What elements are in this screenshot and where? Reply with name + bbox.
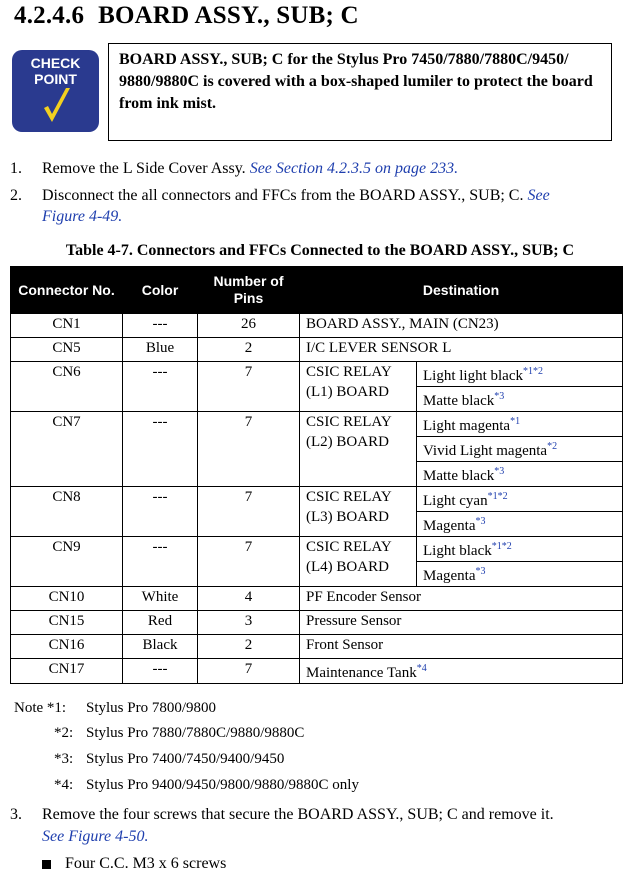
note-mark: *2: [54, 725, 74, 741]
connector-cell: CN7 [11, 412, 123, 487]
point-label: POINT [34, 71, 77, 87]
color-cell: Red [123, 611, 198, 635]
note-3 [14, 749, 284, 769]
check-point-note: BOARD ASSY., SUB; C for the Stylus Pro 7450/7880/7880C/9450/ 9880/9880C is covered with a box-shaped lumiler to protect the board from ink mist. [108, 43, 612, 141]
footnote-ref[interactable]: *3 [475, 566, 486, 577]
step-number: 2. [10, 187, 22, 204]
pins-cell: 7 [198, 659, 300, 684]
color-cell: --- [123, 487, 198, 537]
ink-cell [417, 562, 623, 587]
col-header-color: Color [123, 267, 198, 314]
color-cell: --- [123, 362, 198, 412]
note-mark: *4: [54, 777, 74, 793]
bullet-item [42, 855, 226, 873]
footnote-ref[interactable]: *3 [494, 391, 505, 402]
table-row [11, 659, 623, 684]
table-row [11, 314, 623, 338]
bullet-text: Four C.C. M3 x 6 screws [65, 855, 227, 872]
color-cell: Blue [123, 338, 198, 362]
ink-cell [417, 387, 623, 412]
table-row [11, 635, 623, 659]
ink-cell [417, 362, 623, 387]
connector-cell: CN17 [11, 659, 123, 684]
board-line1: CSIC RELAY [306, 414, 392, 430]
board-line1: CSIC RELAY [306, 489, 392, 505]
note-label [14, 698, 86, 718]
board-cell [300, 487, 417, 537]
note-1 [14, 698, 216, 718]
destination-cell: I/C LEVER SENSOR L [300, 338, 623, 362]
pins-cell: 3 [198, 611, 300, 635]
table-row [11, 487, 623, 512]
ink-name: Light cyan [423, 493, 488, 509]
note-mark: *3: [54, 751, 74, 767]
connector-cell: CN8 [11, 487, 123, 537]
color-cell: White [123, 587, 198, 611]
ink-name: Matte black [423, 393, 495, 409]
footnote-ref[interactable]: *3 [494, 466, 505, 477]
ink-name: Matte black [423, 468, 495, 484]
section-heading [14, 2, 359, 30]
connector-cell: CN1 [11, 314, 123, 338]
step-text: Remove the L Side Cover Assy. [42, 160, 250, 177]
ink-name: Magenta [423, 568, 476, 584]
color-cell: Black [123, 635, 198, 659]
destination-cell: BOARD ASSY., MAIN (CN23) [300, 314, 623, 338]
color-cell: --- [123, 659, 198, 684]
checkmark-icon [42, 86, 72, 126]
destination-cell: PF Encoder Sensor [300, 587, 623, 611]
pins-cell: 26 [198, 314, 300, 338]
board-line2: (L2) BOARD [306, 434, 389, 450]
figure-link[interactable]: See Figure 4-50. [42, 828, 149, 845]
footnote-ref[interactable]: *4 [416, 663, 427, 674]
destination-cell: Front Sensor [300, 635, 623, 659]
ink-name: Light light black [423, 368, 523, 384]
ink-cell [417, 462, 623, 487]
bullet-square-icon [42, 860, 51, 869]
footnote-ref[interactable]: *1*2 [522, 366, 543, 377]
table-caption: Table 4-7. Connectors and FFCs Connected to the BOARD ASSY., SUB; C [65, 242, 575, 259]
table-row [11, 338, 623, 362]
connector-cell: CN15 [11, 611, 123, 635]
table-row [11, 587, 623, 611]
section-number: 4.2.4.6 [14, 2, 85, 29]
figure-link-prefix[interactable]: See [527, 187, 550, 204]
pins-cell: 7 [198, 412, 300, 487]
table-row [11, 362, 623, 387]
connector-cell: CN10 [11, 587, 123, 611]
figure-link[interactable]: Figure 4-49. [42, 208, 123, 225]
step-text: Remove the four screws that secure the BOARD ASSY., SUB; C and remove it. [42, 806, 554, 823]
connector-cell: CN9 [11, 537, 123, 587]
pins-cell: 7 [198, 487, 300, 537]
ink-name: Magenta [423, 518, 476, 534]
connector-cell: CN16 [11, 635, 123, 659]
board-line1: CSIC RELAY [306, 539, 392, 555]
ink-name: Light magenta [423, 418, 511, 434]
destination-text: Maintenance Tank [306, 665, 417, 681]
note-4 [14, 775, 359, 795]
note-text: Stylus Pro 7800/9800 [86, 700, 217, 716]
connector-cell: CN5 [11, 338, 123, 362]
step-number: 1. [10, 160, 22, 177]
pins-cell: 7 [198, 537, 300, 587]
footnote-ref[interactable]: *1 [510, 416, 521, 427]
footnote-ref[interactable]: *2 [547, 441, 558, 452]
table-row [11, 412, 623, 437]
note-mark: *1: [46, 700, 67, 716]
step-text: Disconnect the all connectors and FFCs from the BOARD ASSY., SUB; C. [42, 187, 528, 204]
step-number: 3. [10, 806, 22, 823]
board-line2: (L3) BOARD [306, 509, 389, 525]
color-cell: --- [123, 412, 198, 487]
table-row [11, 537, 623, 562]
note-prefix: Note [14, 700, 44, 716]
note-text: Stylus Pro 7880/7880C/9880/9880C [86, 725, 305, 741]
connector-cell: CN6 [11, 362, 123, 412]
board-line2: (L1) BOARD [306, 384, 389, 400]
color-cell: --- [123, 314, 198, 338]
col-header-connector: Connector No. [11, 267, 123, 314]
ink-name: Light black [423, 543, 492, 559]
table-header-row [11, 267, 623, 314]
pins-cell: 7 [198, 362, 300, 412]
col-header-destination: Destination [300, 267, 623, 314]
ink-cell [417, 487, 623, 512]
table-row [11, 611, 623, 635]
note-text: Stylus Pro 9400/9450/9800/9880/9880C only [86, 777, 359, 793]
board-cell [300, 362, 417, 412]
board-cell [300, 537, 417, 587]
note-text: Stylus Pro 7400/7450/9400/9450 [86, 751, 285, 767]
ink-cell [417, 437, 623, 462]
destination-cell: Pressure Sensor [300, 611, 623, 635]
ink-cell [417, 412, 623, 437]
footnote-ref[interactable]: *1*2 [491, 541, 512, 552]
note-2 [14, 723, 304, 743]
connector-table [10, 266, 623, 684]
col-header-pins: Number of Pins [198, 267, 300, 314]
footnote-ref[interactable]: *1*2 [487, 491, 508, 502]
footnote-ref[interactable]: *3 [475, 516, 486, 527]
destination-cell [300, 659, 623, 684]
pins-cell: 2 [198, 338, 300, 362]
ink-name: Vivid Light magenta [423, 443, 548, 459]
section-link[interactable]: See Section 4.2.3.5 on page 233. [249, 160, 459, 177]
ink-cell [417, 537, 623, 562]
ink-cell [417, 512, 623, 537]
board-cell [300, 412, 417, 487]
board-line1: CSIC RELAY [306, 364, 392, 380]
pins-cell: 4 [198, 587, 300, 611]
board-line2: (L4) BOARD [306, 559, 389, 575]
check-label: CHECK [30, 55, 81, 71]
pins-cell: 2 [198, 635, 300, 659]
check-point-icon [12, 50, 99, 132]
color-cell: --- [123, 537, 198, 587]
section-title: BOARD ASSY., SUB; C [98, 2, 359, 29]
